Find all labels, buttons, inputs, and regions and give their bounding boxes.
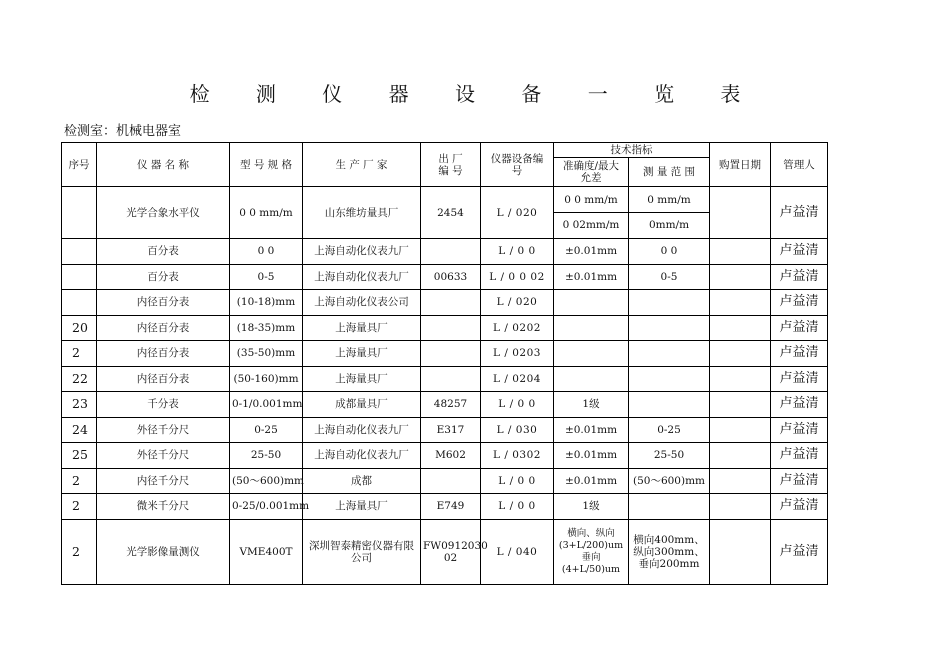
cell-range: 横向400mm、纵向300mm、垂向200mm [629,519,710,584]
table-row [62,315,828,341]
cell-manager: 卢益清 [771,239,828,265]
equipment-table [61,142,828,585]
header-factory-no: 出 厂 编 号 [421,143,481,187]
cell-manager: 卢益清 [771,341,828,367]
cell-maker: 上海自动化仪表九厂 [303,264,421,290]
cell-range [629,494,710,520]
cell-name: 光学合象水平仪 [97,187,230,239]
cell-seq: 20 [62,315,97,341]
cell-manager: 卢益清 [771,366,828,392]
cell-equip-no: L / 0 0 02 [481,264,554,290]
cell-maker: 上海自动化仪表九厂 [303,239,421,265]
cell-factory-no [421,366,481,392]
cell-manager: 卢益清 [771,290,828,316]
cell-factory-no: 48257 [421,392,481,418]
cell-date [710,290,771,316]
cell-manager: 卢益清 [771,494,828,520]
cell-range [629,392,710,418]
cell-manager: 卢益清 [771,443,828,469]
cell-maker: 上海自动化仪表九厂 [303,443,421,469]
cell-range: 0-25 [629,417,710,443]
cell-model: 0 0 mm/m [230,187,303,239]
cell-accuracy: ±0.01mm [554,443,629,469]
cell-accuracy: ±0.01mm [554,264,629,290]
table-row [62,494,828,520]
cell-date [710,392,771,418]
cell-factory-no: 00633 [421,264,481,290]
table-row [62,341,828,367]
header-range: 测 量 范 围 [629,158,710,187]
cell-accuracy [554,290,629,316]
cell-model: (10-18)mm [230,290,303,316]
cell-seq [62,239,97,265]
cell-seq [62,290,97,316]
cell-maker: 成都 [303,468,421,494]
cell-name: 百分表 [97,239,230,265]
cell-maker: 上海量具厂 [303,341,421,367]
cell-accuracy: ±0.01mm [554,239,629,265]
cell-date [710,366,771,392]
cell-date [710,417,771,443]
cell-equip-no: L / 040 [481,519,554,584]
cell-maker: 上海自动化仪表公司 [303,290,421,316]
cell-accuracy [554,187,629,239]
cell-date [710,494,771,520]
cell-seq: 23 [62,392,97,418]
cell-factory-no [421,290,481,316]
cell-accuracy: ±0.01mm [554,417,629,443]
table-row [62,392,828,418]
cell-seq: 24 [62,417,97,443]
cell-maker: 山东维坊量具厂 [303,187,421,239]
cell-date [710,443,771,469]
cell-factory-no [421,341,481,367]
table-row [62,239,828,265]
cell-equip-no: L / 0204 [481,366,554,392]
page-title: 检 测 仪 器 设 备 一 览 表 [189,82,761,106]
header-seq: 序号 [62,143,97,187]
cell-maker: 深圳智泰精密仪器有限公司 [303,519,421,584]
header-equip-no: 仪器设备编 号 [481,143,554,187]
cell-name: 外径千分尺 [97,417,230,443]
cell-name: 内径百分表 [97,341,230,367]
cell-model: VME400T [230,519,303,584]
table-row [62,417,828,443]
cell-accuracy: ±0.01mm [554,468,629,494]
header-purchase-date: 购置日期 [710,143,771,187]
cell-date [710,468,771,494]
table-row [62,366,828,392]
cell-model: 0-25 [230,417,303,443]
cell-accuracy: 1级 [554,494,629,520]
cell-name: 光学影像量测仪 [97,519,230,584]
cell-manager: 卢益清 [771,468,828,494]
cell-model: 25-50 [230,443,303,469]
cell-range [629,341,710,367]
cell-manager: 卢益清 [771,264,828,290]
cell-seq: 2 [62,468,97,494]
range-top: 0 mm/m [629,188,709,214]
cell-manager: 卢益清 [771,392,828,418]
cell-factory-no: 2454 [421,187,481,239]
header-accuracy: 准确度/最大 允差 [554,158,629,187]
cell-maker: 上海量具厂 [303,366,421,392]
cell-factory-no: FW0912030 02 [421,519,481,584]
cell-equip-no: L / 0 0 [481,392,554,418]
cell-name: 内径百分表 [97,290,230,316]
cell-range [629,290,710,316]
table-row [62,519,828,584]
cell-factory-no: E317 [421,417,481,443]
cell-name: 百分表 [97,264,230,290]
cell-model: (35-50)mm [230,341,303,367]
cell-range [629,315,710,341]
header-maker: 生 产 厂 家 [303,143,421,187]
cell-factory-no [421,468,481,494]
cell-accuracy [554,341,629,367]
cell-name: 微米千分尺 [97,494,230,520]
cell-model: (50-160)mm [230,366,303,392]
cell-name: 外径千分尺 [97,443,230,469]
cell-model: (50～600)mm [230,468,303,494]
cell-range: 0 0 [629,239,710,265]
cell-maker: 上海量具厂 [303,494,421,520]
table-row [62,468,828,494]
lab-label: 检测室：机械电器室 [64,124,182,139]
cell-date [710,239,771,265]
cell-equip-no: L / 0203 [481,341,554,367]
cell-model: 0 0 [230,239,303,265]
cell-seq: 25 [62,443,97,469]
cell-seq: 2 [62,341,97,367]
cell-manager: 卢益清 [771,187,828,239]
cell-factory-no [421,315,481,341]
cell-manager: 卢益清 [771,315,828,341]
cell-maker: 成都量具厂 [303,392,421,418]
table-row [62,264,828,290]
cell-maker: 上海自动化仪表九厂 [303,417,421,443]
cell-date [710,315,771,341]
cell-equip-no: L / 0302 [481,443,554,469]
cell-name: 内径百分表 [97,315,230,341]
cell-equip-no: L / 0 0 [481,468,554,494]
cell-equip-no: L / 030 [481,417,554,443]
cell-name: 内径千分尺 [97,468,230,494]
cell-maker: 上海量具厂 [303,315,421,341]
accuracy-top: 0 0 mm/m [554,188,628,214]
header-tech: 技术指标 [554,143,710,158]
header-name: 仪 器 名 称 [97,143,230,187]
cell-model: 0-25/0.001mm [230,494,303,520]
cell-seq: 22 [62,366,97,392]
cell-range: 25-50 [629,443,710,469]
cell-date [710,187,771,239]
cell-range [629,366,710,392]
cell-seq [62,264,97,290]
table-body [62,187,828,585]
cell-factory-no: E749 [421,494,481,520]
cell-accuracy: 横向、纵向(3+L/200)um 垂向(4+L/50)um [554,519,629,584]
cell-seq [62,187,97,239]
cell-factory-no: M602 [421,443,481,469]
cell-model: (18-35)mm [230,315,303,341]
cell-accuracy: 1级 [554,392,629,418]
cell-range: (50～600)mm [629,468,710,494]
cell-seq: 2 [62,519,97,584]
cell-range [629,187,710,239]
header-model: 型 号 规 格 [230,143,303,187]
header-manager: 管理人 [771,143,828,187]
cell-accuracy [554,315,629,341]
cell-model: 0-1/0.001mm [230,392,303,418]
cell-range: 0-5 [629,264,710,290]
cell-date [710,341,771,367]
cell-name: 千分表 [97,392,230,418]
cell-name: 内径百分表 [97,366,230,392]
cell-equip-no: L / 0 0 [481,239,554,265]
cell-manager: 卢益清 [771,519,828,584]
cell-seq: 2 [62,494,97,520]
cell-model: 0-5 [230,264,303,290]
table-row [62,443,828,469]
cell-equip-no: L / 020 [481,187,554,239]
accuracy-bottom: 0 02mm/m [562,219,620,232]
cell-factory-no [421,239,481,265]
cell-manager: 卢益清 [771,417,828,443]
cell-date [710,264,771,290]
range-bottom: 0mm/m [648,219,690,232]
cell-date [710,519,771,584]
cell-equip-no: L / 0202 [481,315,554,341]
table-row [62,187,828,239]
table-row [62,290,828,316]
cell-equip-no: L / 020 [481,290,554,316]
cell-accuracy [554,366,629,392]
cell-equip-no: L / 0 0 [481,494,554,520]
